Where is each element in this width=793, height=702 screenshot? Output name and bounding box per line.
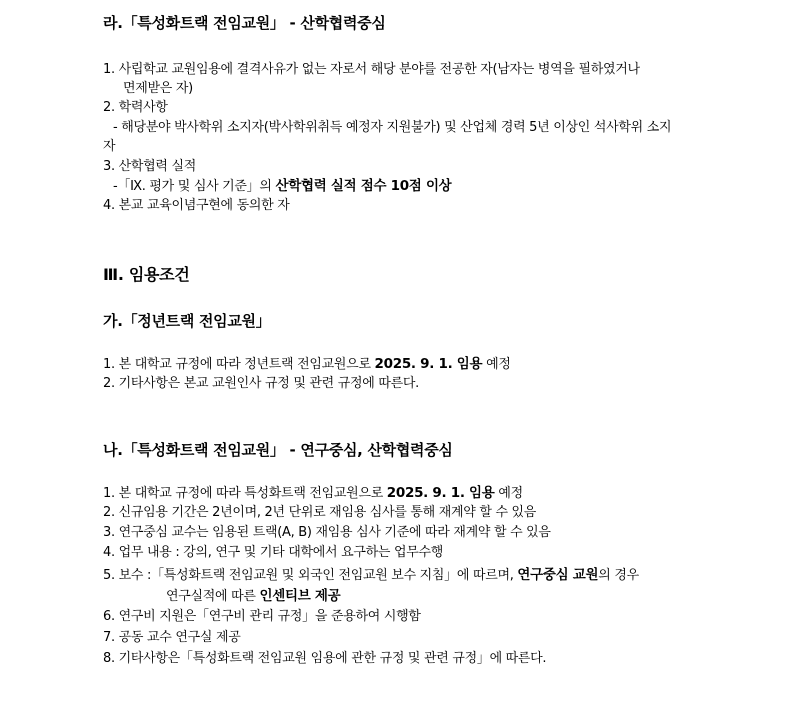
na-item-7: 7. 공동 교수 연구실 제공 [103, 630, 241, 645]
ra-item-2-detail-line-2: 자 [103, 139, 116, 154]
ra-item-1-line-1: 1. 사립학교 교원임용에 결격사유가 없는 자로서 해당 분야를 전공한 자(남자는 병역을 필하였거나 [103, 62, 640, 77]
ra-item-2-detail-line-1: - 해당분야 박사학위 소지자(박사학위취득 예정자 지원불가) 및 산업체 경력 5년 이상인 석사학위 소지 [113, 120, 672, 135]
na-item-5-line-2-bold: 인센티브 제공 [259, 588, 341, 604]
subsection-ra-heading: 라.「특성화트랙 전임교원」 - 산학협력중심 [103, 14, 386, 32]
subsection-na-heading: 나.「특성화트랙 전임교원」 - 연구중심, 산학협력중심 [103, 441, 453, 459]
na-item-1-bold: 2025. 9. 1. 임용 [386, 485, 495, 501]
ga-item-2: 2. 기타사항은 본교 교원인사 규정 및 관련 규정에 따른다. [103, 376, 419, 391]
na-item-5-line-2 [166, 587, 340, 606]
ra-item-4: 4. 본교 교육이념구현에 동의한 자 [103, 198, 290, 213]
ra-item-3: 3. 산학협력 실적 [103, 159, 197, 174]
ga-item-1 [103, 355, 511, 374]
na-item-5-bold: 연구중심 교원 [517, 567, 599, 583]
na-item-8: 8. 기타사항은「특성화트랙 전임교원 임용에 관한 규정 및 관련 규정」에 따른다. [103, 651, 547, 666]
subsection-ga-heading: 가.「정년트랙 전임교원」 [103, 312, 271, 330]
na-item-1-suffix: 예정 [494, 486, 523, 501]
na-item-3: 3. 연구중심 교수는 임용된 트랙(A, B) 재임용 심사 기준에 따라 재계약 할 수 있음 [103, 525, 551, 540]
ra-item-2: 2. 학력사항 [103, 100, 168, 115]
section-3-title: Ⅲ. 임용조건 [103, 265, 190, 284]
na-item-5-line-1 [103, 566, 639, 585]
ga-item-1-prefix: 1. 본 대학교 규정에 따라 정년트랙 전임교원으로 [103, 357, 375, 372]
na-item-1 [103, 484, 523, 503]
na-item-4: 4. 업무 내용 : 강의, 연구 및 기타 대학에서 요구하는 업무수행 [103, 545, 443, 560]
na-item-5-suffix: 의 경우 [598, 568, 639, 583]
na-item-1-prefix: 1. 본 대학교 규정에 따라 특성화트랙 전임교원으로 [103, 486, 387, 501]
ra-item-3-detail-bold: 산학협력 실적 점수 10점 이상 [275, 178, 452, 194]
ra-item-3-detail [113, 177, 451, 196]
na-item-6: 6. 연구비 지원은「연구비 관리 규정」을 준용하여 시행함 [103, 609, 421, 624]
ra-item-3-detail-prefix: -「Ⅸ. 평가 및 심사 기준」의 [113, 179, 276, 194]
ga-item-1-suffix: 예정 [482, 357, 511, 372]
ga-item-1-bold: 2025. 9. 1. 임용 [374, 356, 483, 372]
na-item-2: 2. 신규임용 기간은 2년이며, 2년 단위로 재임용 심사를 통해 재계약 할 수 있음 [103, 505, 537, 520]
ra-item-1-line-2: 면제받은 자) [123, 81, 193, 96]
na-item-5-line-2-prefix: 연구실적에 따른 [166, 589, 260, 604]
na-item-5-prefix: 5. 보수 :「특성화트랙 전임교원 및 외국인 전임교원 보수 지침」에 따르며, [103, 568, 518, 583]
